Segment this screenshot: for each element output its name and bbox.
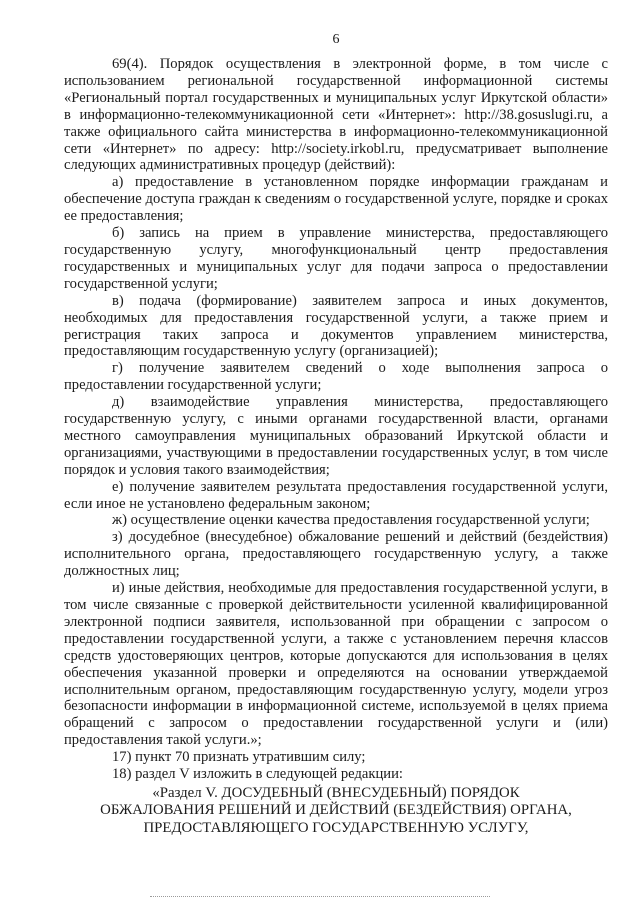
paragraph-69-4: 69(4). Порядок осуществления в электронной форме, в том числе с использованием региональной государственной информационной системы «Региональный портал государственных и муниципальных услуг Иркутской области» в информационно-телекоммуникационной сети «Интернет»: http://38.gosuslugi.ru, а также официального сайта министерства в информационно-телекоммуникационной сети «Интернет» по адресу: http://society.irkobl.ru, предусматривает выполнение следующих административных процедур (действий):	[64, 56, 608, 174]
section-heading	[64, 785, 608, 838]
paragraph-item-g: г) получение заявителем сведений о ходе выполнения запроса о предоставлении государственной услуги;	[64, 360, 608, 394]
paragraph-item-d: д) взаимодействие управления министерства, предоставляющего государственную услугу, с иными органами государственной власти, органами местного самоуправления муниципальных образований Иркутской области и организациями, участвующими в предоставлении государственных услуг, в том числе порядок и условия такого взаимодействия;	[64, 394, 608, 478]
section-heading-line: «Раздел V. ДОСУДЕБНЫЙ (ВНЕСУДЕБНЫЙ) ПОРЯДОК	[152, 784, 520, 801]
paragraph-item-zh: ж) осуществление оценки качества предоставления государственной услуги;	[112, 512, 590, 529]
page-number: 6	[332, 32, 340, 47]
paragraph-item-a: а) предоставление в установленном порядке информации гражданам и обеспечение доступа граждан к сведениям о государственной услуге, порядке и сроках ее предоставления;	[64, 174, 608, 225]
document-body	[64, 56, 608, 783]
paragraph-item-i: и) иные действия, необходимые для предоставления государственной услуги, в том числе связанные с проверкой действительности усиленной квалифицированной электронной подписи заявителя, использованной при обращении с запросом о предоставлении государственной услуги, а также с установлением перечня классов средств удостоверяющих центров, которые допускаются для использования в целях обеспечения указанной проверки и определяются на основании утверждаемой исполнительным органом, предоставляющим государственную услугу, модели угроз безопасности информации в информационной системе, используемой в целях приема обращений с запросом о предоставлении государственной услуги и (или) предоставления такой услуги.»;	[64, 580, 608, 749]
paragraph-item-e: е) получение заявителем результата предоставления государственной услуги, если иное не установлено федеральным законом;	[64, 478, 608, 512]
paragraph-item-v: в) подача (формирование) заявителем запроса и иных документов, необходимых для предоставления государственной услуги, а также прием и регистрация таких запроса и документов управлением министерства, предоставляющим государственную услугу (организацией);	[64, 292, 608, 360]
section-heading-line: ОБЖАЛОВАНИЯ РЕШЕНИЙ И ДЕЙСТВИЙ (БЕЗДЕЙСТВИЯ) ОРГАНА,	[100, 802, 572, 819]
paragraph-17: 17) пункт 70 признать утратившим силу;	[112, 749, 366, 766]
paragraph-18: 18) раздел V изложить в следующей редакции:	[112, 766, 403, 783]
document-page	[64, 32, 608, 892]
section-heading-line: ПРЕДОСТАВЛЯЮЩЕГО ГОСУДАРСТВЕННУЮ УСЛУГУ,	[143, 819, 529, 836]
paragraph-item-z: з) досудебное (внесудебное) обжалование решений и действий (бездействия) исполнительного органа, предоставляющего государственную услугу, а также должностных лиц;	[64, 529, 608, 580]
paragraph-item-b: б) запись на прием в управление министерства, предоставляющего государственную услугу, многофункциональный центр предоставления государственных и муниципальных услуг для подачи запроса о предоставлении государственной услуги;	[64, 225, 608, 292]
footer-divider	[150, 896, 490, 897]
